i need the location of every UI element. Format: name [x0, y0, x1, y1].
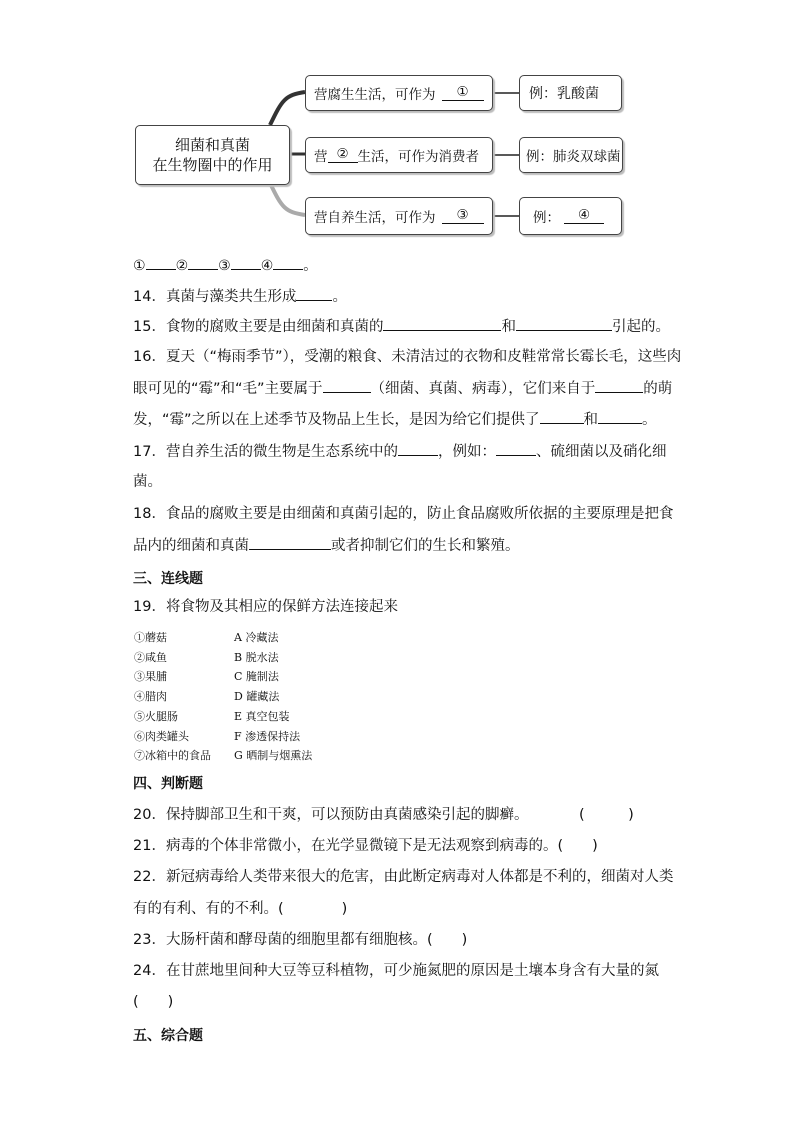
box2-pre: 营 [314, 149, 328, 165]
food-item[interactable]: ②咸鱼 [134, 650, 167, 664]
q18-blank[interactable] [249, 535, 331, 550]
section-3-heading: 三、连线题 [133, 571, 203, 587]
question-21: 21．病毒的个体非常微小，在光学显微镜下是无法观察到病毒的。( ) [133, 838, 598, 854]
q17-blank-1[interactable] [398, 441, 438, 456]
q17-l1b: ，例如： [437, 444, 496, 460]
q16-l3b: 和 [583, 412, 599, 428]
q18-l2a: 品内的细菌和真菌 [133, 538, 249, 554]
section-5-heading: 五、综合题 [133, 1028, 203, 1044]
q15-text: 15．食物的腐败主要是由细菌和真菌的 [133, 319, 384, 335]
food-item[interactable]: ③果脯 [134, 670, 167, 684]
mindmap-box-saprophytic [305, 75, 493, 111]
question-24-line1: 24．在甘蔗地里间种大豆等豆科植物，可少施氮肥的原因是土壤本身含有大量的氮 [133, 963, 659, 979]
q16-blank-3[interactable] [540, 409, 584, 424]
q14-blank[interactable] [296, 286, 332, 301]
q16-blank-2[interactable] [595, 378, 643, 393]
connector-upper [270, 92, 305, 125]
question-18-line1: 18．食品的腐败主要是由细菌和真菌引起的，防止食品腐败所依据的主要原理是把食 [133, 506, 674, 522]
example2-text: 例：肺炎双球菌 [526, 149, 621, 165]
preservation-method[interactable]: B 脱水法 [234, 650, 279, 664]
preservation-method[interactable]: E 真空包装 [234, 709, 290, 723]
q16-l2c: 的萌 [643, 381, 673, 397]
food-item[interactable]: ⑦冰箱中的食品 [134, 749, 211, 763]
q17-l1a: 17．营自养生活的微生物是生态系统中的 [133, 444, 398, 460]
box1-blank: ① [442, 85, 484, 101]
question-15 [133, 316, 670, 337]
example1-text: 例：乳酸菌 [529, 86, 599, 102]
question-17-line1 [133, 441, 666, 462]
q16-l2b: （细菌、真菌、病毒），它们来自于 [370, 381, 596, 397]
q15-mid: 和 [501, 319, 516, 335]
answer-blank-2[interactable] [188, 255, 218, 270]
answer-label-3: ③ [218, 258, 231, 274]
q15-end: 引起的。 [611, 319, 670, 335]
q15-blank-2[interactable] [516, 316, 612, 331]
mindmap-box-parasitic [305, 137, 493, 173]
answers-line [133, 255, 317, 276]
answers-end: 。 [303, 258, 318, 274]
question-24-line2: ( ) [133, 994, 174, 1010]
example-box-3 [519, 197, 622, 235]
center-title-line2: 在生物圈中的作用 [152, 156, 273, 174]
connector-lower [270, 183, 305, 215]
mindmap-center-box [135, 125, 290, 185]
answer-blank-3[interactable] [231, 255, 261, 270]
question-23: 23．大肠杆菌和酵母菌的细胞里都有细胞核。( ) [133, 932, 468, 948]
example-box-1 [519, 75, 622, 111]
answer-blank-1[interactable] [146, 255, 176, 270]
preservation-method[interactable]: F 渗透保持法 [234, 729, 301, 743]
box2-post: 生活，可作为消费者 [357, 149, 479, 165]
q20-answer-paren[interactable]: ( ) [579, 807, 634, 823]
box3-text: 营自养生活，可作为 [314, 210, 436, 226]
q16-blank-1[interactable] [323, 378, 371, 393]
question-17-line2: 菌。 [133, 474, 162, 490]
answer-label-4: ④ [260, 258, 274, 274]
q16-blank-4[interactable] [598, 409, 642, 424]
question-16-line2 [133, 378, 672, 399]
food-item[interactable]: ⑤火腿肠 [134, 709, 178, 723]
q20-text: 20．保持脚部卫生和干爽，可以预防由真菌感染引起的脚癣。 [133, 807, 529, 823]
question-16-line3 [133, 409, 657, 430]
section-4-heading: 四、判断题 [133, 776, 203, 792]
box2-blank: ② [328, 147, 358, 163]
question-18-line2 [133, 535, 520, 556]
q17-blank-2[interactable] [496, 441, 536, 456]
example3-blank: ④ [564, 208, 604, 224]
q18-l2b: 或者抑制它们的生长和繁殖。 [331, 538, 520, 554]
q15-blank-1[interactable] [383, 316, 501, 331]
q14-end: 。 [332, 289, 347, 305]
q14-text: 14．真菌与藻类共生形成 [133, 289, 297, 305]
mindmap-box-autotrophic [305, 197, 493, 235]
question-20 [133, 805, 528, 825]
example-box-2 [519, 137, 623, 173]
food-item[interactable]: ①蘑菇 [134, 631, 167, 644]
preservation-method[interactable]: D 罐藏法 [234, 690, 280, 704]
question-16-line1: 16．夏天（“梅雨季节”），受潮的粮食、未清洁过的衣物和皮鞋常常长霉长毛，这些肉 [133, 349, 682, 365]
food-item[interactable]: ⑥肉类罐头 [134, 729, 189, 743]
question-19-title: 19．将食物及其相应的保鲜方法连接起来 [133, 599, 398, 615]
preservation-method[interactable]: A 冷藏法 [234, 631, 279, 644]
q16-l3c: 。 [642, 412, 657, 428]
box3-blank: ③ [442, 208, 484, 224]
box1-text: 营腐生生活，可作为 [314, 87, 436, 103]
center-title-line1: 细菌和真菌 [174, 136, 250, 154]
answer-blank-4[interactable] [273, 255, 303, 270]
q17-l1c: 、硫细菌以及硝化细 [535, 444, 667, 460]
answer-label-2: ② [175, 258, 189, 274]
answer-label-1: ① [133, 258, 146, 274]
preservation-method[interactable]: G 晒制与烟熏法 [234, 749, 313, 763]
q16-l3a: 发，“霉”之所以在上述季节及物品上生长，是因为给它们提供了 [133, 412, 540, 428]
food-item[interactable]: ④腊肉 [134, 690, 167, 704]
preservation-method[interactable]: C 腌制法 [234, 670, 279, 684]
question-14 [133, 286, 347, 307]
question-22-line1: 22．新冠病毒给人类带来很大的危害，由此断定病毒对人体都是不利的，细菌对人类 [133, 869, 674, 885]
example3-text: 例： [533, 210, 560, 226]
q16-l2a: 眼可见的“霉”和“毛”主要属于 [133, 381, 323, 397]
question-22-line2: 有的有利、有的不利。( ) [133, 901, 348, 917]
